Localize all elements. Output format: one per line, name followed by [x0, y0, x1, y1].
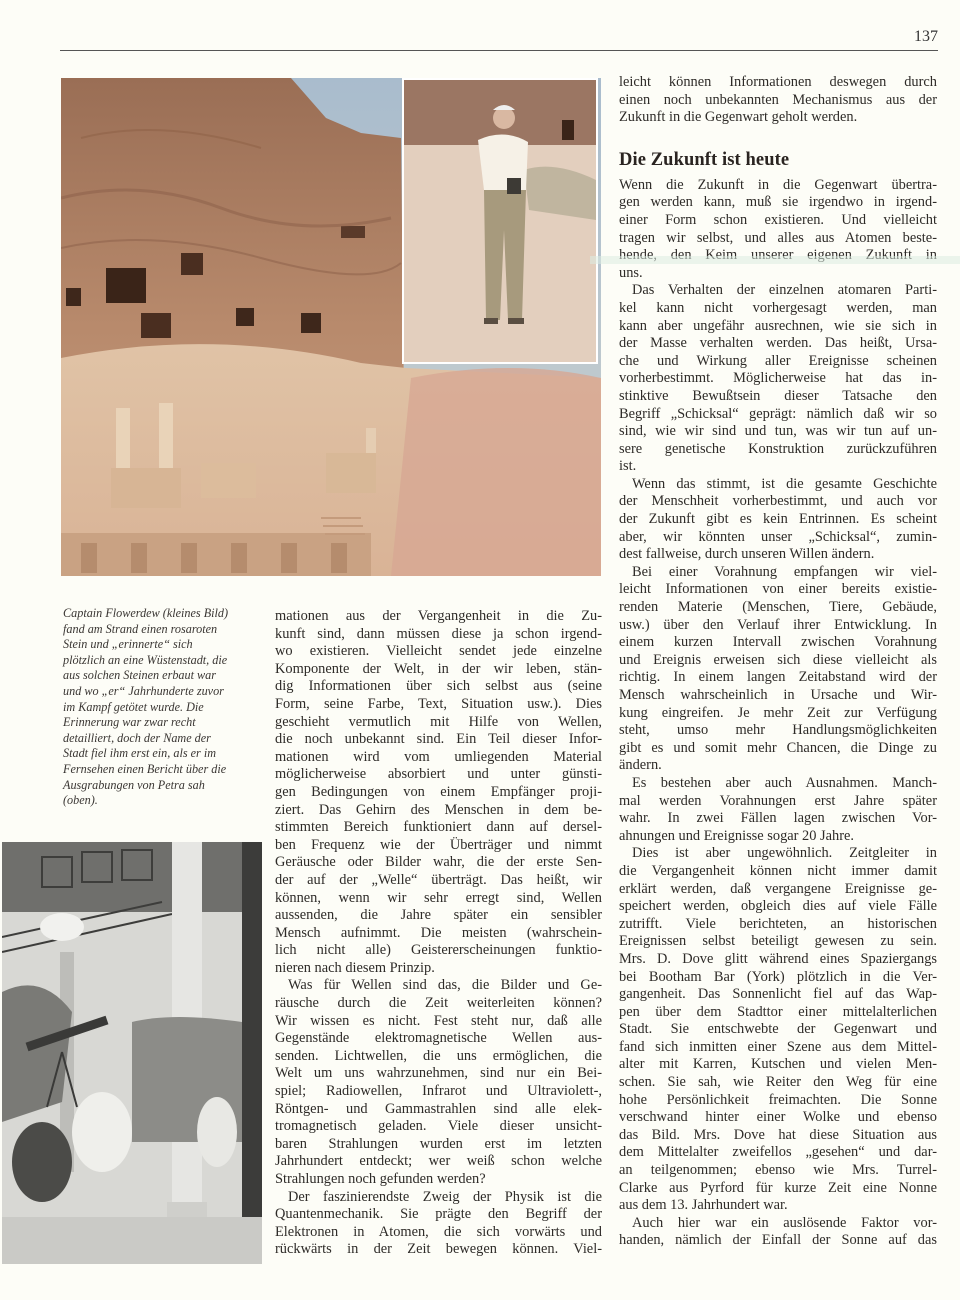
text-line: Strahlungen noch gefunden werden? — [275, 1171, 486, 1187]
text-line: hohe Persönlichkeit freimachten. Die Sonne — [619, 1091, 937, 1108]
text-line: Stadt. Sie entschwebte der Gegenwart und — [619, 1021, 937, 1038]
text-line: ist. — [619, 458, 637, 475]
text-line: Das Verhalten der einzelnen atomaren Parti- — [632, 282, 937, 299]
caption-line: Ausgrabungen von Petra sah — [63, 777, 205, 792]
text-line: Wir wissen es nicht. Fest steht nur, daß alle — [275, 1012, 602, 1029]
caption-line: Captain Flowerdew (kleines Bild) — [63, 606, 229, 620]
caption-line: fand am Strand einen rosaroten — [63, 621, 218, 636]
text-line: leicht Informationen von einer bereits existie- — [619, 581, 937, 598]
text-line: räusche durch die Zeit weiterleiten können? — [275, 995, 602, 1012]
caption-line: aus solchen Steinen erbaut war — [63, 668, 217, 683]
text-line: mationen wird vom umliegenden Material — [275, 748, 602, 765]
text-line: stimmten Bereich funktioniert dann auf dersel- — [275, 819, 602, 836]
text-line: verschwand hinter einer Wolke und ebenso — [619, 1109, 937, 1126]
text-line: dig Informationen über sich selbst aus (seine — [275, 678, 602, 695]
caption-line: Erinnerung war zwar recht — [63, 715, 196, 730]
text-line: handen, nämlich der Einfall der Sonne auf das — [619, 1232, 937, 1249]
intro-paragraph — [619, 74, 937, 127]
text-line: sind, wie wir sind und tun, was wir tun auf un- — [619, 423, 937, 440]
text-line: der Masse verhalten werden. Das heißt, Ursa- — [619, 335, 937, 352]
text-line: fand sich inmitten einer Szene aus dem Mittel- — [619, 1038, 937, 1055]
astronomers-engraving — [2, 842, 262, 1264]
text-line: geschieht vermutlich mit Hilfe von Wellen, — [275, 713, 602, 730]
text-line: pen über dem Stadttor einer mittelalterlichen — [619, 1003, 937, 1020]
text-line: che und Wirkung aller Ereignisse scheinen — [619, 352, 937, 369]
body-text-right-column — [619, 74, 937, 1250]
text-line: aussenden, die Jahre später ein sensibler — [275, 907, 602, 924]
text-line: können, wenn wir sehr erregt sind, Wellen — [275, 889, 602, 906]
caption-line: detailliert, doch der Name der — [63, 730, 211, 745]
text-line: gibt es und somit mehr Chancen, die Dinge zu — [619, 739, 937, 756]
text-line: Clarke aus Pyrford für kurze Zeit eine Nonne — [619, 1179, 937, 1196]
text-line: schen. Sie sah, wie Reiter den Weg für eine — [619, 1074, 937, 1091]
text-line: aber, wir könnten unser „Schicksal“, zumin- — [619, 528, 937, 545]
text-line: einem kurzen Intervall zwischen Vorahnung — [619, 634, 937, 651]
text-line: Auch hier war ein auslösende Faktor vor- — [632, 1214, 937, 1231]
text-line: der Zukunft gibt es kein Entrinnen. Es scheint — [619, 511, 937, 528]
text-line: Begriff „Schicksal“ geprägt: nämlich daß wir so — [619, 405, 937, 422]
text-line: Es bestehen aber auch Ausnahmen. Manch- — [632, 774, 937, 791]
text-line: rückwärts in der Zeit bewegen können. Viel- — [275, 1241, 602, 1258]
text-line: dem Mittelalter zweifellos „gesehen“ und dar- — [619, 1144, 937, 1161]
text-line: gen Bedingungen von einem Empfänger proji- — [275, 783, 602, 800]
text-line: Komponente der Welt, in der wir leben, stän- — [275, 660, 602, 677]
text-line: Elektronen in Atomen, die sich vorwärts und — [275, 1223, 602, 1240]
caption-line: Fernsehen einen Bericht über die — [63, 761, 227, 776]
text-line: Wenn das stimmt, ist die gesamte Geschichte — [632, 475, 937, 492]
caption-line: Stadt fiel ihm erst ein, als er im — [63, 746, 217, 761]
text-line: bei Bootham Bar (York) plötzlich in die Ver- — [619, 968, 937, 985]
text-line: richtig. In einem langen Zeitabstand wird der — [619, 669, 937, 686]
text-line: mationen aus der Vergangenheit in die Zu- — [275, 608, 602, 624]
text-line: vorherbestimmt. Möglicherweise hat das in- — [619, 370, 937, 387]
text-line: möglicherweise absorbiert und unter günsti- — [275, 766, 602, 783]
text-line: renden Materie (Menschen, Tiere, Gebäude, — [619, 599, 937, 616]
text-line: Der faszinierendste Zweig der Physik ist die — [288, 1188, 602, 1205]
text-line: das Bild. Mrs. Dove hat diese Situation aus — [619, 1126, 937, 1143]
text-line: Jahrhundert entdeckt; wer weiß schon welche — [275, 1153, 602, 1170]
text-line: steht, umso mehr Handlungsmöglichkeiten — [619, 722, 937, 739]
text-line: einer Form schon existieren. Und vielleicht — [619, 211, 937, 228]
header-rule — [60, 50, 938, 51]
text-line: kunft sind, dann müssen diese ja schon irgend- — [275, 625, 602, 642]
captain-flowerdew-inset-photo — [402, 78, 598, 364]
text-line: der Menschheit vorherbestimmt, und auch vor — [619, 493, 937, 510]
text-line: nieren nach diesem Prinzip. — [275, 959, 435, 976]
text-line: Röntgen- und Gammastrahlen sind alle elek- — [275, 1100, 602, 1117]
text-line: und Ereignis erweisen sich diese vielleicht als — [619, 651, 937, 668]
text-line: wo existieren. Vielleicht sendet jede einzelne — [275, 643, 602, 660]
text-line: Form, seine Farbe, Text, Situation usw.). Dies — [275, 695, 602, 712]
text-line: leicht können Informationen deswegen durch — [619, 74, 937, 90]
text-line: wahr. In zwei Fällen lagen zwischen Vor- — [619, 810, 937, 827]
body-text-middle-column — [275, 608, 602, 1259]
text-line: einen noch unbekannten Mechanismus aus der — [619, 91, 937, 108]
scan-artifact — [590, 256, 960, 264]
page-number: 137 — [914, 28, 938, 45]
text-line: Mensch wahrscheinlich in Ursache und Wir- — [619, 687, 937, 703]
text-line: Zukunft in die Gegenwart geholt werden. — [619, 109, 858, 126]
text-line: Mrs. D. Dove glitt während eines Spaziergangs — [619, 950, 937, 967]
text-line: tragen wir selbst, und alles aus Atomen beste- — [619, 229, 937, 246]
text-line: senden. Lichtwellen, die uns ermöglichen, die — [275, 1047, 602, 1064]
text-line: an teilgenommen; ebenso wie Mrs. Turrel- — [619, 1162, 937, 1179]
text-line: Mensch aufnimmt. Die meisten (wahrschein- — [275, 924, 602, 941]
text-line: mal werden Vorahnungen erst Jahre später — [619, 792, 937, 809]
text-line: dest fallweise, durch unseren Willen ändern. — [619, 546, 875, 563]
text-line: ziert. Das Gehirn des Menschen in dem be- — [275, 801, 602, 818]
text-line: gangenheit. Das Sonnenlicht fiel auf das Wap- — [619, 986, 937, 1003]
caption-line: Stein und „erinnerte“ sich — [63, 637, 193, 652]
caption-line: und wo „er“ Jahrhunderte zuvor — [63, 683, 224, 698]
text-line: die Vergangenheit können nicht immer damit — [619, 862, 937, 879]
text-line: Welt um uns wahrzunehmen, sind nur ein Bei- — [275, 1065, 602, 1082]
text-line: baren Strahlungen wurden erst im letzten — [275, 1135, 602, 1152]
text-line: stinktive Bewußtsein dieser Tatsache den — [619, 387, 937, 404]
caption-line: plötzlich an eine Wüstenstadt, die — [63, 652, 228, 667]
text-line: kann aber ungefähr ausrechnen, wie sie sich in — [619, 317, 937, 334]
text-line: Bei einer Vorahnung empfangen wir viel- — [632, 563, 937, 580]
text-line: die noch unbekannt sind. Ein Teil dieser Infor- — [275, 731, 602, 748]
text-line: Quantenmechanik. Sie prägte den Begriff der — [275, 1206, 602, 1223]
text-line: speichert werden, obgleich dies auf viele Fälle — [619, 898, 937, 915]
text-line: Wenn die Zukunft in die Gegenwart übertra- — [619, 176, 937, 193]
text-line: ahnungen und Ereignisse sogar 20 Jahre. — [619, 827, 854, 844]
text-line: kung eingreifen. Je mehr Zeit zur Verfügung — [619, 704, 937, 721]
text-line: Was für Wellen sind das, die Bilder und Ge- — [288, 977, 602, 994]
text-line: uns. — [619, 264, 643, 281]
text-line: gen werden kann, muß sie irgendwo in irgend- — [619, 194, 937, 211]
caption-line: im Kampf getötet wurde. Die — [63, 699, 204, 714]
text-line: kel kann nicht vorhergesagt werden, man — [619, 299, 937, 316]
text-line: tromagnetisch geladen. Viele dieser unsicht- — [275, 1118, 602, 1135]
text-line: ändern. — [619, 757, 662, 774]
text-line: erklärt werden, daß vergangene Ereignisse ge- — [619, 880, 937, 897]
text-line: ben Frequenz wie der Überträger und nimmt — [275, 836, 602, 853]
text-line: alter mit Karren, Kutschen und vielen Men- — [619, 1056, 937, 1073]
photo-caption — [63, 606, 263, 809]
section-heading: Die Zukunft ist heute — [619, 149, 790, 170]
text-line: usw.) über den Verlauf ihrer Entwicklung. In — [619, 616, 937, 633]
text-line: spiel; Radiowellen, Infrarot und Ultraviolett-, — [275, 1083, 602, 1100]
caption-line: (oben). — [63, 793, 98, 808]
text-line: Geräusche oder Bilder wahr, die der erste Sen- — [275, 854, 602, 871]
section-body — [619, 177, 937, 1250]
text-line: Gegenstände elektromagnetische Wellen aus- — [275, 1030, 602, 1047]
text-line: sere genetische Konstruktion zurückzuführen — [619, 440, 937, 457]
text-line: zutrifft. Viele berichteten, an historischen — [619, 915, 937, 932]
text-line: aus dem 13. Jahrhundert war. — [619, 1197, 788, 1214]
text-line: der auf der „Welle“ überträgt. Das heißt, wir — [275, 871, 602, 888]
text-line: Dies ist aber ungewöhnlich. Zeitgleiter in — [632, 845, 937, 862]
text-line: lich nicht alle) Geistererscheinungen funktio- — [275, 942, 602, 959]
text-line: Ereignissen selbst beteiligt gewesen zu sein. — [619, 933, 937, 950]
